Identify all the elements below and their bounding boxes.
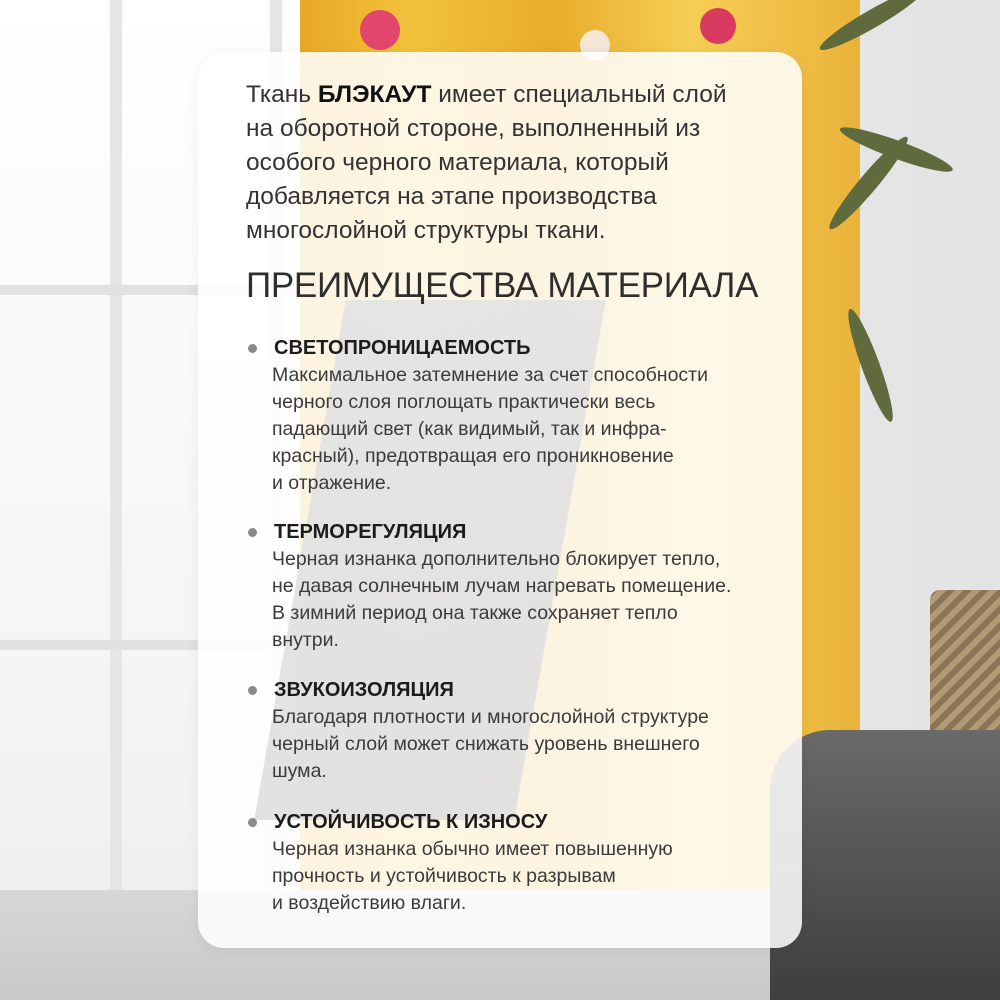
benefit-line: и воздействию влаги. xyxy=(272,892,467,914)
intro-line xyxy=(246,78,786,112)
intro-paragraph xyxy=(246,78,786,248)
bullet-icon xyxy=(248,686,257,695)
benefit-title: ЗВУКОИЗОЛЯЦИЯ xyxy=(274,679,454,701)
bullet-icon xyxy=(248,528,257,537)
intro-line: особого черного материала, который xyxy=(246,149,669,176)
benefit-description xyxy=(272,362,792,497)
benefit-description xyxy=(272,836,792,917)
benefit-line: черного слоя поглощать практически весь xyxy=(272,391,656,413)
benefit-line: черный слой может снижать уровень внешнего xyxy=(272,733,700,755)
benefit-line: и отражение. xyxy=(272,472,392,494)
bullet-icon xyxy=(248,818,257,827)
benefit-line: В зимний период она также сохраняет тепло xyxy=(272,602,678,624)
benefit-line: красный), предотвращая его проникновение xyxy=(272,445,674,467)
intro-line: на оборотной стороне, выполненный из xyxy=(246,115,701,142)
window-frame xyxy=(110,0,122,1000)
benefit-line: Максимальное затемнение за счет способности xyxy=(272,364,708,386)
info-card xyxy=(198,52,802,948)
benefit-line: падающий свет (как видимый, так и инфра- xyxy=(272,418,667,440)
section-title: ПРЕИМУЩЕСТВА МАТЕРИАЛА xyxy=(246,266,759,305)
benefit-title: СВЕТОПРОНИЦАЕМОСТЬ xyxy=(274,337,531,359)
flower-decoration xyxy=(700,8,736,44)
benefit-line: внутри. xyxy=(272,629,339,651)
intro-line: многослойной структуры ткани. xyxy=(246,217,606,244)
wicker-basket xyxy=(930,590,1000,740)
benefit-description xyxy=(272,704,792,785)
grey-armchair xyxy=(770,730,1000,1000)
flower-decoration xyxy=(360,10,400,50)
benefit-description xyxy=(272,546,792,654)
benefit-line: Благодаря плотности и многослойной структуре xyxy=(272,706,709,728)
benefit-title: УСТОЙЧИВОСТЬ К ИЗНОСУ xyxy=(274,811,548,833)
benefit-line: не давая солнечным лучам нагревать помещение. xyxy=(272,575,732,597)
intro-line: добавляется на этапе производства xyxy=(246,183,657,210)
brand-name: БЛЭКАУТ xyxy=(317,81,432,108)
bullet-icon xyxy=(248,344,257,353)
intro-text: имеет специальный слой xyxy=(431,81,727,108)
benefit-title: ТЕРМОРЕГУЛЯЦИЯ xyxy=(274,521,467,543)
benefit-line: шума. xyxy=(272,760,327,782)
benefit-line: Черная изнанка дополнительно блокирует тепло, xyxy=(272,548,721,570)
intro-text: Ткань xyxy=(246,81,318,108)
benefit-line: прочность и устойчивость к разрывам xyxy=(272,865,616,887)
benefit-line: Черная изнанка обычно имеет повышенную xyxy=(272,838,673,860)
